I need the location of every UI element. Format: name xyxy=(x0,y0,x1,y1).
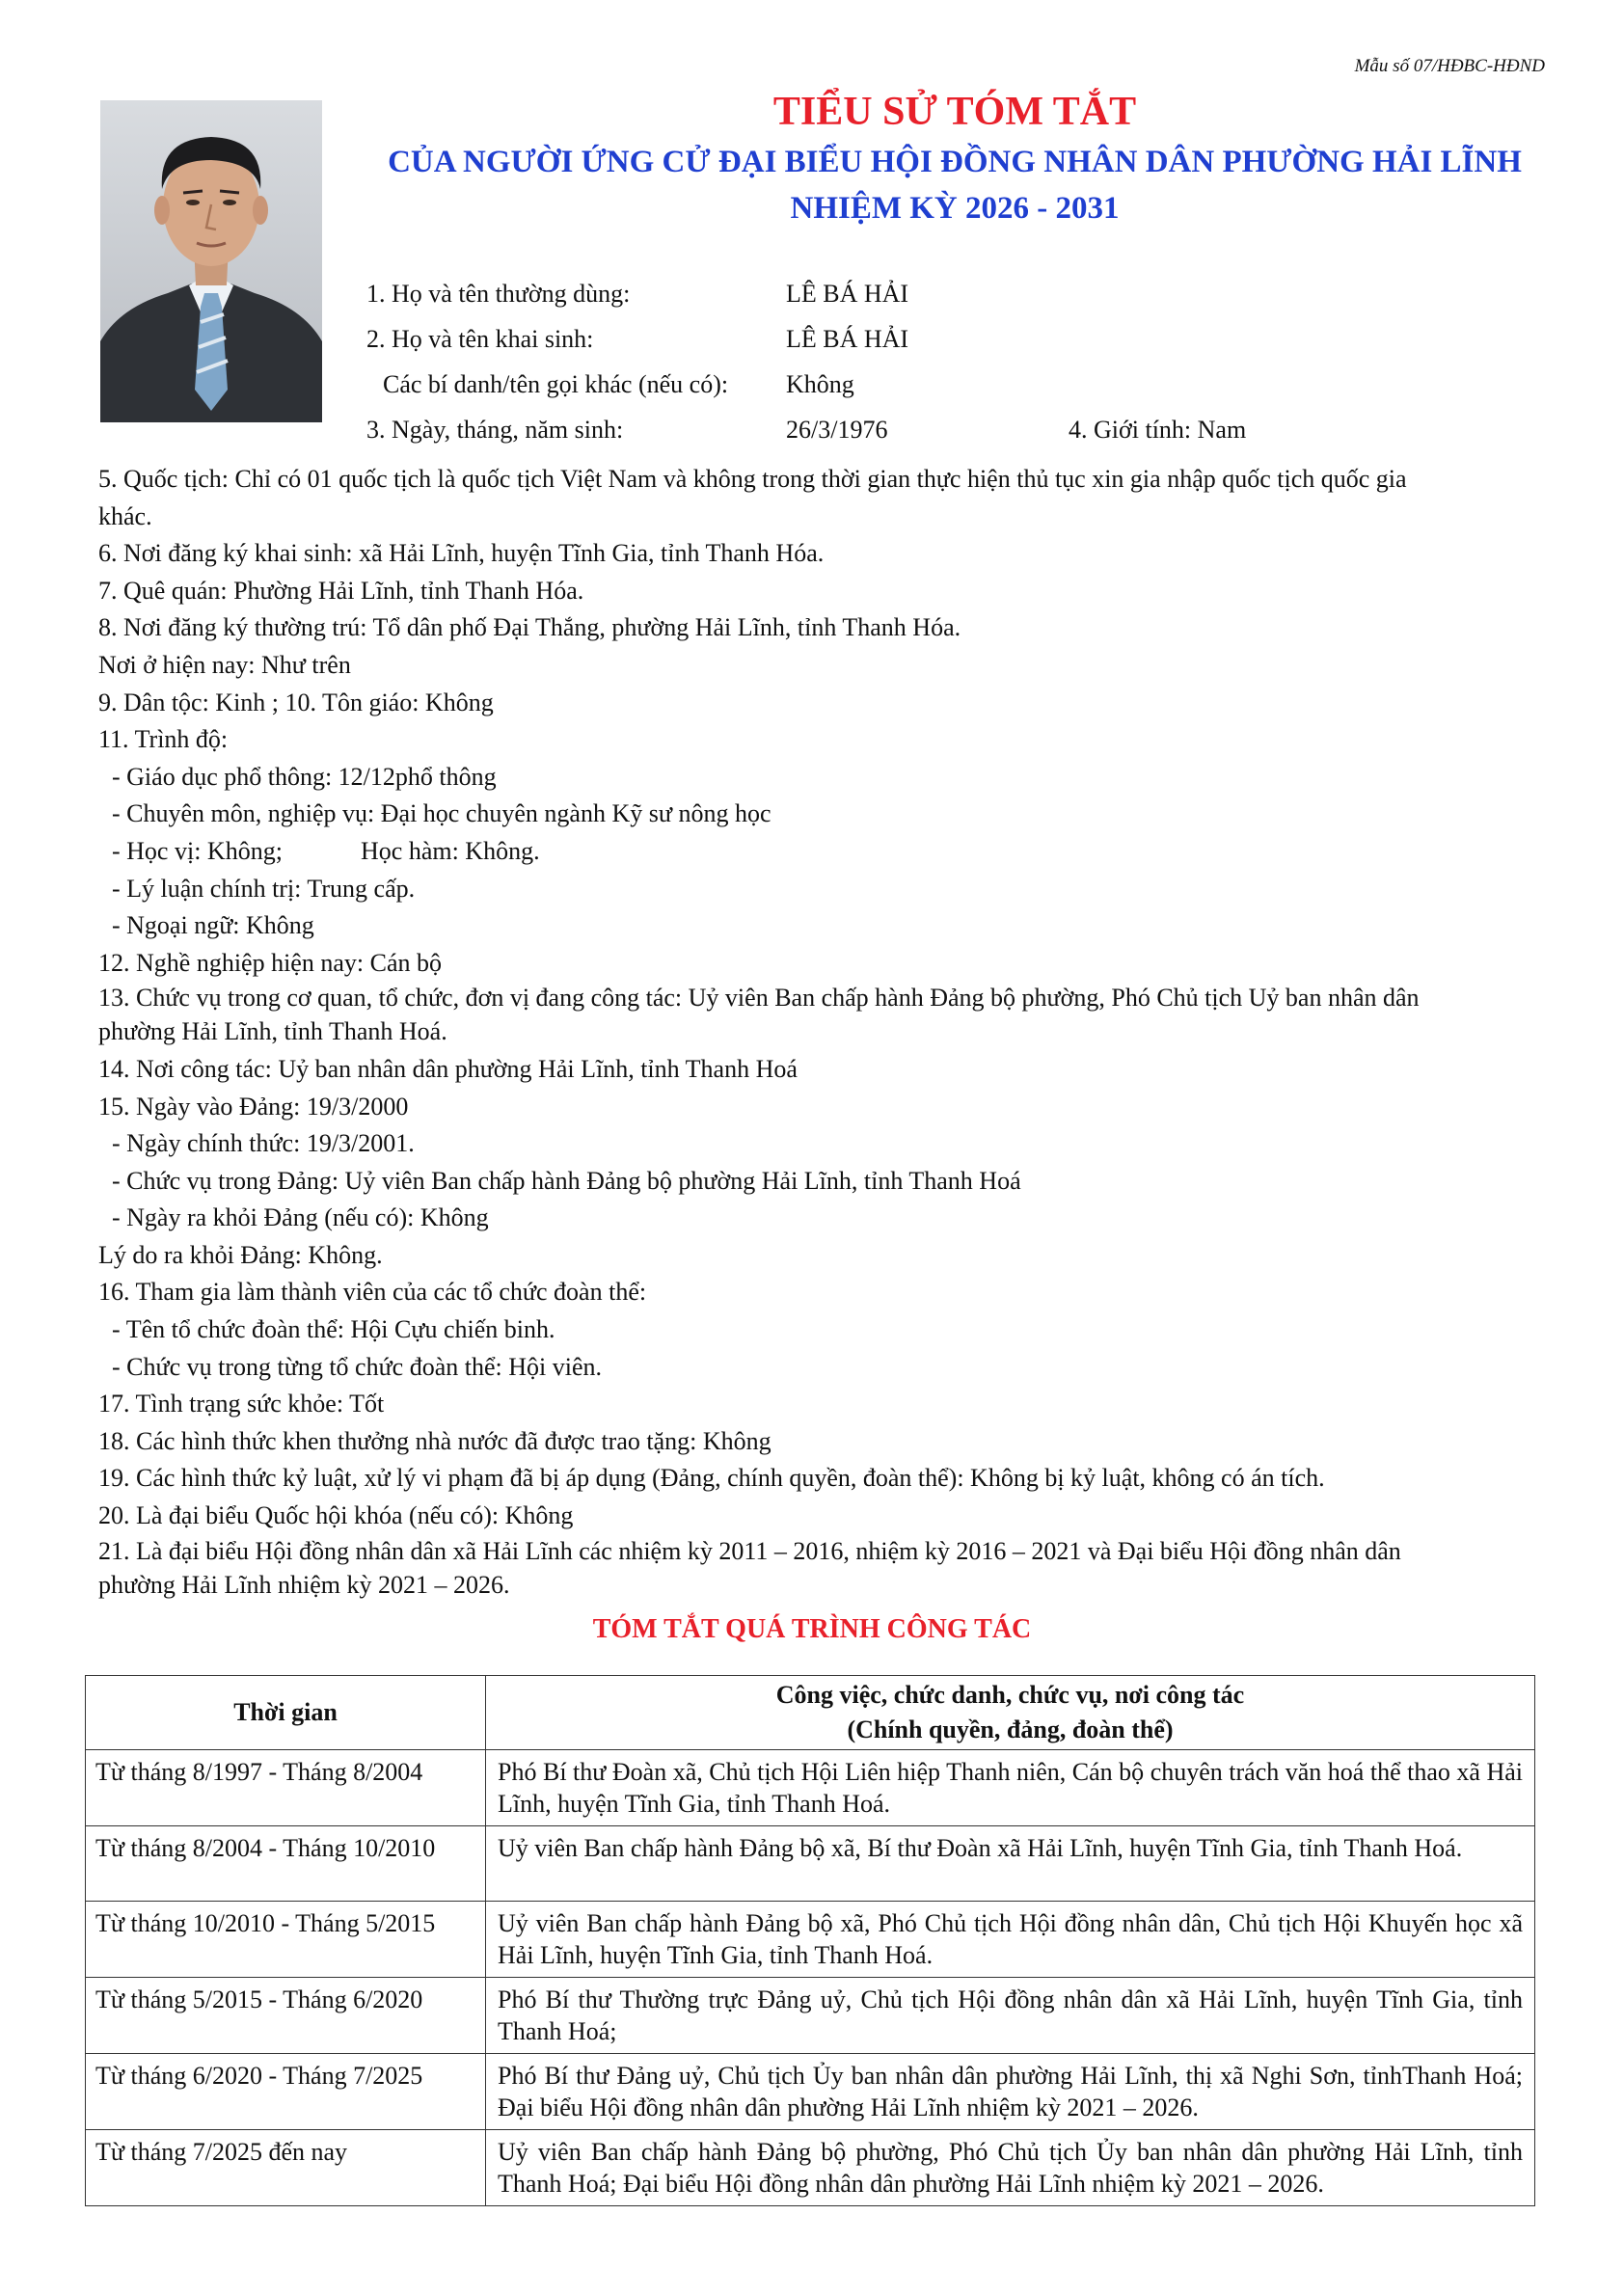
candidate-photo xyxy=(100,100,322,422)
text-line: 20. Là đại biểu Quốc hội khóa (nếu có): Không xyxy=(98,1501,574,1530)
text-line: 12. Nghề nghiệp hiện nay: Cán bộ xyxy=(98,948,442,977)
period-cell: Từ tháng 7/2025 đến nay xyxy=(86,2130,486,2206)
description-cell: Uỷ viên Ban chấp hành Đảng bộ phường, Phó Chủ tịch Ủy ban nhân dân phường Hải Lĩnh, tỉnh Thanh Hoá; Đại biểu Hội đồng nhân dân phường Hải Lĩnh nhiệm kỳ 2021 – 2026. xyxy=(486,2130,1535,2206)
table-row xyxy=(86,1902,1535,1978)
period-cell: Từ tháng 6/2020 - Tháng 7/2025 xyxy=(86,2054,486,2130)
table-header-row xyxy=(86,1676,1535,1750)
description-cell: Uỷ viên Ban chấp hành Đảng bộ xã, Bí thư Đoàn xã Hải Lĩnh, huyện Tĩnh Gia, tỉnh Thanh Hoá. xyxy=(486,1826,1535,1902)
text-line: - Chuyên môn, nghiệp vụ: Đại học chuyên ngành Kỹ sư nông học xyxy=(112,799,771,828)
text-line: 7. Quê quán: Phường Hải Lĩnh, tỉnh Thanh Hóa. xyxy=(98,576,584,605)
text-line: 6. Nơi đăng ký khai sinh: xã Hải Lĩnh, huyện Tĩnh Gia, tỉnh Thanh Hóa. xyxy=(98,539,825,568)
text-line: Lý do ra khỏi Đảng: Không. xyxy=(98,1240,383,1269)
description-cell: Phó Bí thư Thường trực Đảng uỷ, Chủ tịch Hội đồng nhân dân xã Hải Lĩnh, huyện Tĩnh Gia, tỉnh Thanh Hoá; xyxy=(486,1978,1535,2054)
biography-body xyxy=(98,461,1535,1604)
text-line: 13. Chức vụ trong cơ quan, tổ chức, đơn vị đang công tác: Uỷ viên Ban chấp hành Đảng bộ phường, Phó Chủ tịch Uỷ ban nhân dân xyxy=(98,984,1420,1013)
period-cell: Từ tháng 8/1997 - Tháng 8/2004 xyxy=(86,1750,486,1826)
text-line: - Lý luận chính trị: Trung cấp. xyxy=(112,874,416,903)
column-header-description xyxy=(486,1676,1535,1750)
column-header-description-line2: (Chính quyền, đảng, đoàn thể) xyxy=(847,1715,1174,1743)
document-term: NHIỆM KỲ 2026 - 2031 xyxy=(790,191,1120,226)
text-line: phường Hải Lĩnh nhiệm kỳ 2021 – 2026. xyxy=(98,1570,510,1599)
work-history-table xyxy=(85,1675,1535,2206)
text-line: Nơi ở hiện nay: Như trên xyxy=(98,650,351,679)
text-line: 9. Dân tộc: Kinh ; 10. Tôn giáo: Không xyxy=(98,688,494,716)
common-name-value: LÊ BÁ HẢI xyxy=(786,280,909,308)
text-line: - Giáo dục phổ thông: 12/12phổ thông xyxy=(112,762,497,791)
table-row xyxy=(86,2130,1535,2206)
table-row xyxy=(86,1750,1535,1826)
common-name-label: 1. Họ và tên thường dùng: xyxy=(366,280,631,308)
description-cell: Phó Bí thư Đoàn xã, Chủ tịch Hội Liên hiệp Thanh niên, Cán bộ chuyên trách văn hoá thể thao xã Hải Lĩnh, huyện Tĩnh Gia, tỉnh Thanh Hoá. xyxy=(486,1750,1535,1826)
alias-label: Các bí danh/tên gọi khác (nếu có): xyxy=(383,370,729,398)
text-line: 19. Các hình thức kỷ luật, xử lý vi phạm đã bị áp dụng (Đảng, chính quyền, đoàn thể): Không bị kỷ luật, không có án tích. xyxy=(98,1464,1325,1493)
text-line: khác. xyxy=(98,501,152,530)
birth-name-label: 2. Họ và tên khai sinh: xyxy=(366,325,594,353)
text-line: 11. Trình độ: xyxy=(98,725,229,754)
table-row xyxy=(86,2054,1535,2130)
dob-value: 26/3/1976 xyxy=(786,416,888,444)
text-line: phường Hải Lĩnh, tỉnh Thanh Hoá. xyxy=(98,1017,447,1046)
text-line: 14. Nơi công tác: Uỷ ban nhân dân phường Hải Lĩnh, tỉnh Thanh Hoá xyxy=(98,1054,798,1083)
text-line: 8. Nơi đăng ký thường trú: Tổ dân phố Đại Thắng, phường Hải Lĩnh, tỉnh Thanh Hóa. xyxy=(98,613,961,642)
text-line: - Tên tổ chức đoàn thể: Hội Cựu chiến binh. xyxy=(112,1315,555,1344)
text-line: 5. Quốc tịch: Chỉ có 01 quốc tịch là quốc tịch Việt Nam và không trong thời gian thực hiện thủ tục xin gia nhập quốc tịch quốc gia xyxy=(98,465,1407,493)
work-history-title: TÓM TẮT QUÁ TRÌNH CÔNG TÁC xyxy=(592,1614,1032,1644)
description-cell: Uỷ viên Ban chấp hành Đảng bộ xã, Phó Chủ tịch Hội đồng nhân dân, Chủ tịch Hội Khuyến học xã Hải Lĩnh, huyện Tĩnh Gia, tỉnh Thanh Hoá. xyxy=(486,1902,1535,1978)
document-subtitle: CỦA NGƯỜI ỨNG CỬ ĐẠI BIỂU HỘI ĐỒNG NHÂN DÂN PHƯỜNG HẢI LĨNH xyxy=(388,145,1522,179)
period-cell: Từ tháng 5/2015 - Tháng 6/2020 xyxy=(86,1978,486,2054)
alias-value: Không xyxy=(786,370,854,398)
text-line xyxy=(98,833,1535,871)
academic-degree: - Học vị: Không; xyxy=(112,836,283,865)
column-header-time: Thời gian xyxy=(86,1676,486,1750)
text-line: - Chức vụ trong từng tổ chức đoàn thể: Hội viên. xyxy=(112,1352,603,1381)
column-header-description-line1: Công việc, chức danh, chức vụ, nơi công tác xyxy=(775,1681,1245,1709)
form-code: Mẫu số 07/HĐBC-HĐND xyxy=(1354,56,1545,76)
period-cell: Từ tháng 10/2010 - Tháng 5/2015 xyxy=(86,1902,486,1978)
portrait-image xyxy=(100,100,322,422)
gender-field: 4. Giới tính: Nam xyxy=(1069,416,1247,444)
text-line: - Ngày chính thức: 19/3/2001. xyxy=(112,1129,415,1158)
text-line: - Ngoại ngữ: Không xyxy=(112,911,314,940)
text-line: 21. Là đại biểu Hội đồng nhân dân xã Hải Lĩnh các nhiệm kỳ 2011 – 2016, nhiệm kỳ 2016 – 2021 và Đại biểu Hội đồng nhân dân xyxy=(98,1536,1401,1565)
academic-title: Học hàm: Không. xyxy=(361,836,540,865)
text-line: 15. Ngày vào Đảng: 19/3/2000 xyxy=(98,1092,409,1121)
text-line: - Chức vụ trong Đảng: Uỷ viên Ban chấp hành Đảng bộ phường Hải Lĩnh, tỉnh Thanh Hoá xyxy=(112,1166,1021,1195)
text-line: 18. Các hình thức khen thưởng nhà nước đã được trao tặng: Không xyxy=(98,1426,771,1455)
text-line: 17. Tình trạng sức khỏe: Tốt xyxy=(98,1390,385,1418)
text-line: 16. Tham gia làm thành viên của các tổ chức đoàn thể: xyxy=(98,1278,647,1307)
text-line: - Ngày ra khỏi Đảng (nếu có): Không xyxy=(112,1203,489,1232)
description-cell: Phó Bí thư Đảng uỷ, Chủ tịch Ủy ban nhân dân phường Hải Lĩnh, thị xã Nghi Sơn, tỉnhThanh Hoá; Đại biểu Hội đồng nhân dân phường Hải Lĩnh nhiệm kỳ 2021 – 2026. xyxy=(486,2054,1535,2130)
period-cell: Từ tháng 8/2004 - Tháng 10/2010 xyxy=(86,1826,486,1902)
dob-label: 3. Ngày, tháng, năm sinh: xyxy=(366,416,624,444)
table-row xyxy=(86,1978,1535,2054)
document-title: TIỂU SỬ TÓM TẮT xyxy=(772,90,1137,134)
table-row xyxy=(86,1826,1535,1902)
birth-name-value: LÊ BÁ HẢI xyxy=(786,325,909,353)
